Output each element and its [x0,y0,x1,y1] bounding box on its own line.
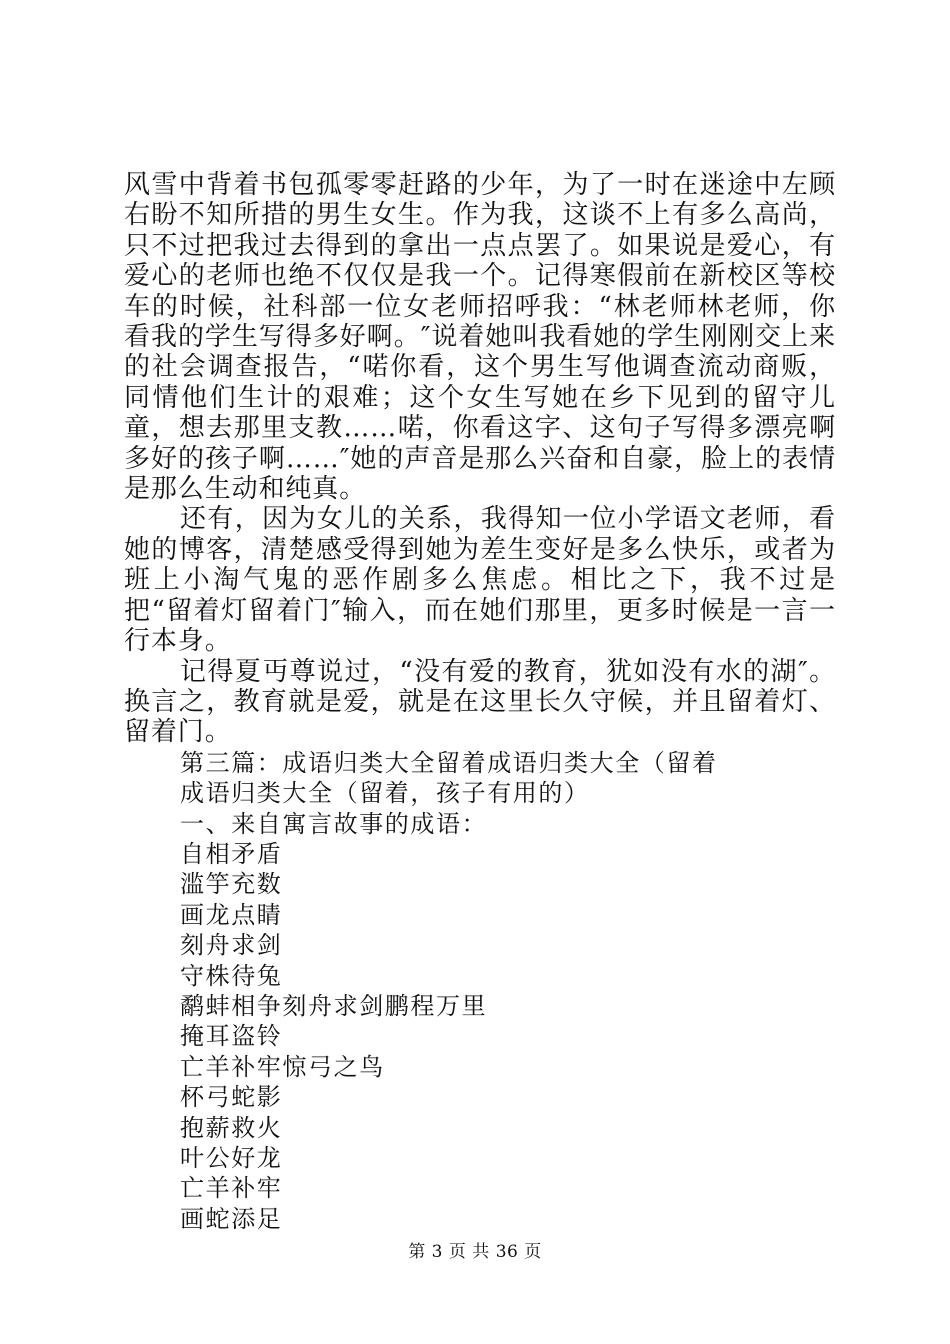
paragraph-2: 还有，因为女儿的关系，我得知一位小学语文老师，看她的博客，清楚感受得到她为差生变好是多么快乐，或者为班上小淘气鬼的恶作剧多么焦虑。相比之下，我不过是把“留着灯留着门″输入，而在她们那里，更多时候是一言一行本身。 [124,504,836,657]
idiom-item: 叶公好龙 [180,1144,283,1172]
category-heading: 一、来自寓言故事的成语： [180,809,488,838]
paragraph-3: 记得夏丏尊说过，“没有爱的教育，犹如没有水的湖″。换言之，教育就是爱，就是在这里长久守候，并且留着灯、留着门。 [124,656,836,748]
idiom-item: 杯弓蛇影 [180,1083,283,1112]
paragraph-1: 风雪中背着书包孤零零赶路的少年，为了一时在迷途中左顾右盼不知所措的男生女生。作为我，这谈不上有多么高尚，只不过把我过去得到的拿出一点点罢了。如果说是爱心，有爱心的老师也绝不仅仅是我一个。记得寒假前在新校区等校车的时候，社科部一位女老师招呼我：“林老师林老师，你看我的学生写得多好啊。″说着她叫我看她的学生刚刚交上来的社会调查报告，“喏你看，这个男生写他调查流动商贩，同情他们生计的艰难；这个女生写她在乡下见到的留守儿童，想去那里支教……喏，你看这字、这句子写得多漂亮啊多好的孩子啊……″她的声音是那么兴奋和自豪，脸上的表情是那么生动和纯真。 [124,170,836,505]
idiom-item: 鹬蚌相争刻舟求剑鹏程万里 [180,991,488,1020]
idiom-item: 自相矛盾 [180,839,283,868]
document-body [124,170,836,1234]
page-footer: 第 3 页 共 36 页 [408,1242,542,1262]
idiom-item: 掩耳盗铃 [180,1022,283,1051]
idiom-item: 亡羊补牢 [180,1174,283,1203]
idiom-item: 画龙点睛 [180,900,283,929]
idiom-item: 守株待兔 [180,961,283,990]
idiom-item: 抱薪救火 [180,1113,283,1142]
section-heading: 第三篇：成语归类大全留着成语归类大全（留着 [180,748,718,777]
idiom-item: 滥竽充数 [180,870,283,899]
idiom-item: 画蛇添足 [180,1204,283,1233]
idiom-item: 亡羊补牢惊弓之鸟 [180,1052,385,1081]
section-subtitle: 成语归类大全（留着，孩子有用的） [180,779,590,808]
idiom-item: 刻舟求剑 [180,931,283,960]
